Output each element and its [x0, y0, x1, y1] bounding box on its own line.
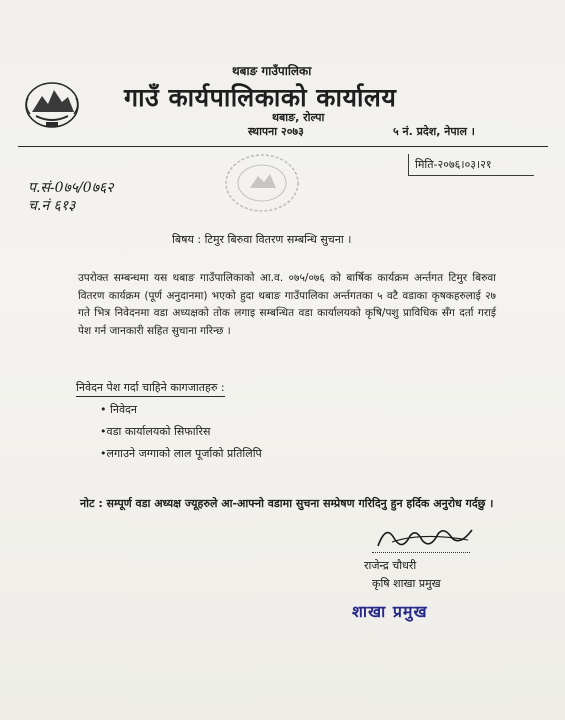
nepal-emblem-icon	[22, 78, 82, 130]
header-divider	[18, 146, 548, 147]
established-year: स्थापना २०७३	[248, 125, 304, 138]
office-seal-icon	[212, 150, 312, 216]
office-address: थबाङ, रोल्पा	[272, 111, 325, 124]
document-item: •वडा कार्यालयको सिफारिस	[100, 425, 211, 438]
letter-subject: बिषय : टिमुर बिरुवा वितरण सम्बन्धि सुचना ।	[172, 233, 352, 246]
signature-line	[372, 552, 470, 553]
handwritten-signature-icon	[372, 520, 478, 556]
signatory-title: कृषि शाखा प्रमुख	[372, 577, 441, 590]
office-title: गाउँ कार्यपालिकाको कार्यालय	[124, 83, 397, 112]
municipality-name: थबाङ गाउँपालिका	[232, 64, 312, 78]
signatory-name: राजेन्द्र चौधरी	[364, 559, 417, 572]
chalani-number: च.नं ६१३	[28, 198, 76, 214]
document-item: •लगाउने जग्गाको लाल पूर्जाको प्रतिलिपि	[100, 447, 262, 460]
branch-chief-stamp: शाखा प्रमुख	[352, 602, 428, 621]
province-line: ५ नं. प्रदेश, नेपाल ।	[393, 125, 475, 138]
body-paragraph: उपरोक्त सम्बन्धमा यस थबाङ गाउँपालिकाको आ.व. ०७५/०७६ को बार्षिक कार्यक्रम अर्न्तगत टिमुर बिरुवा वितरण कार्यक्रम (पूर्ण अनुदानमा) भएको हुदा थबाङ गाउँपालिका अर्न्तगतका ५ वटै वडाका कृषकहरुलाई २७ गते भित्र निवेदनमा वडा अध्यक्षको तोक लगाइ सम्बन्धित वडा कार्यालयको कृषि/पशु प्राविधिक सँग दर्ता गराई पेश गर्न जानकारी सहित सुचाना गरिन्छ ।	[78, 272, 496, 337]
documents-heading: निवेदन पेश गर्दा चाहिने कागजातहरु :	[76, 380, 225, 397]
letter-date: मिति-२०७६।०३।२१	[408, 154, 534, 176]
document-item: • निवेदन	[100, 403, 138, 416]
patra-sankhya: प.सं-0७५/0७६२	[28, 180, 114, 196]
note-text: नोट : सम्पूर्ण वडा अध्यक्ष ज्यूहरुले आ-आफ्नो वडामा सुचना सम्प्रेषण गरिदिनु हुन हर्दिक अनुरोध गर्दछु ।	[80, 497, 494, 510]
